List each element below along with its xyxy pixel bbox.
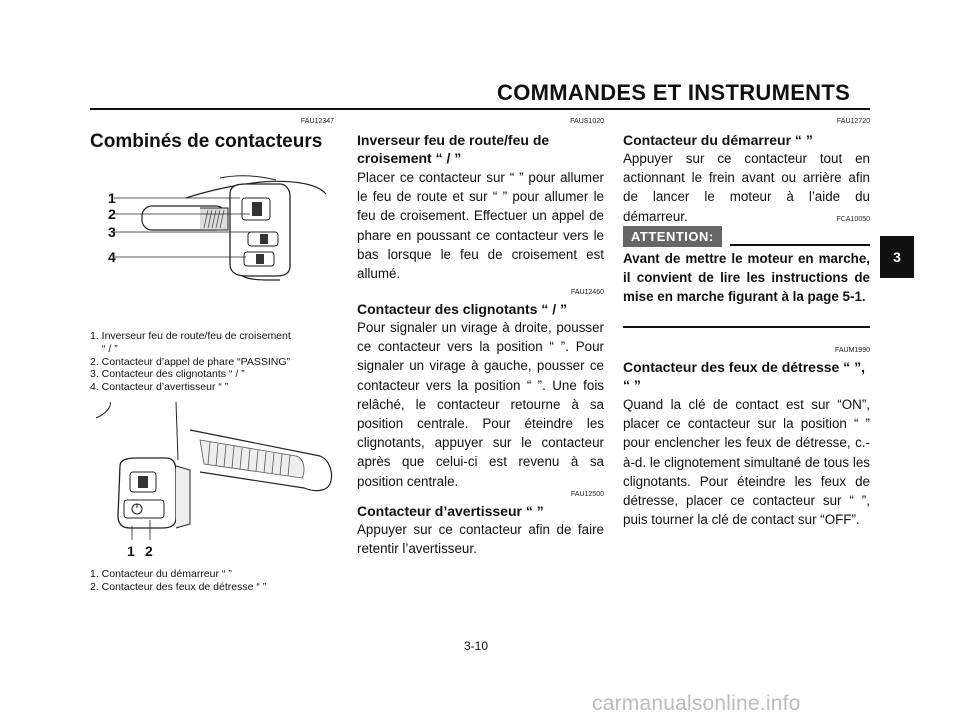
chapter-tab: 3 (880, 236, 914, 278)
callout-4: 4 (108, 249, 116, 265)
section-heading: Contacteur du démarreur “ ” (623, 132, 813, 148)
section-title: COMMANDES ET INSTRUMENTS (497, 80, 851, 105)
caption-line: 3. Contacteur des clignotants “ / ” (90, 368, 245, 381)
section-heading: Inverseur feu de route/feu de croisement “ / ” (357, 132, 550, 166)
caption-line: 2. Contacteur des feux de détresse “ ” (90, 580, 267, 593)
caption-line: 2. Contacteur d’appel de phare “PASSING” (90, 355, 290, 368)
page-number: 3-10 (464, 639, 489, 653)
section-heading: Contacteur d’avertisseur “ ” (357, 503, 544, 519)
ref-code: FAUM1990 (834, 347, 870, 354)
callout-3: 3 (108, 224, 116, 240)
section-heading: Combinés de contacteurs (90, 131, 323, 152)
body-paragraph: Appuyer sur ce contacteur tout en actionnant le frein avant ou arrière afin de lancer le moteur à l’aide du démarreur. (623, 151, 870, 224)
section-heading: Contacteur des feux de détresse “ ”, “ ” (623, 359, 865, 393)
caption-line: 1. Contacteur du démarreur “ ” (90, 568, 232, 580)
caption-line: 4. Contacteur d’avertisseur “ ” (90, 381, 229, 394)
attention-label: ATTENTION: (623, 226, 722, 247)
ref-code: FAU12500 (570, 491, 604, 498)
attention-text: Avant de mettre le moteur en marche, il convient de lire les instructions de mise en marche figurant à la page 5-1. (623, 251, 870, 305)
attention-rule (623, 326, 870, 328)
ref-code: FAU12460 (570, 289, 604, 296)
section-heading: Contacteur des clignotants “ / ” (357, 301, 568, 317)
callout-2: 2 (145, 543, 153, 559)
ref-code: FAUS1020 (570, 118, 604, 125)
caption-line: 1. Inverseur feu de route/feu de croisement (90, 330, 291, 342)
ref-code: FAU12347 (300, 118, 334, 125)
body-paragraph: Placer ce contacteur sur “ ” pour allumer le feu de route et sur “ ” pour allumer le feu de croisement. Effectuer un appel de phare en poussant ce contacteur vers le bas lorsque le feu de croisement est allumé. (357, 170, 604, 282)
figure-1-caption (90, 330, 340, 394)
title-divider (90, 108, 870, 110)
ref-code: FAU12720 (836, 118, 870, 125)
callout-1: 1 (127, 543, 135, 559)
caption-line: “ / ” (102, 342, 118, 355)
callout-2: 2 (108, 206, 116, 222)
attention-rule (730, 244, 870, 246)
handlebar-switch-figure (90, 170, 340, 320)
watermark: carmanualsonline.info (592, 692, 801, 715)
start-hazard-switch-figure (90, 400, 340, 550)
ref-code: FCA10050 (836, 216, 870, 223)
figure-2-caption (90, 568, 340, 594)
body-paragraph: Pour signaler un virage à droite, pousser ce contacteur vers la position “ ”. Pour signaler un virage à gauche, pousser ce contacteur vers la position “ ”. Une fois relâché, le contacteur retourne à sa position centrale. Pour éteindre les clignotants, appuyer sur le contacteur après que celui-ci est revenu à sa position centrale. (357, 320, 604, 489)
body-paragraph: Appuyer sur ce contacteur afin de faire retentir l’avertisseur. (357, 522, 604, 557)
callout-1: 1 (108, 190, 116, 206)
body-paragraph: Quand la clé de contact est sur “ON”, placer ce contacteur sur la position “ ” pour enclencher les feux de détresse, c.-à-d. le clignotement simultané de tous les clignotants. Pour éteindre les feux de détresse, placer ce contacteur sur “ ”, puis tourner la clé de contact sur “OFF”. (623, 397, 870, 528)
